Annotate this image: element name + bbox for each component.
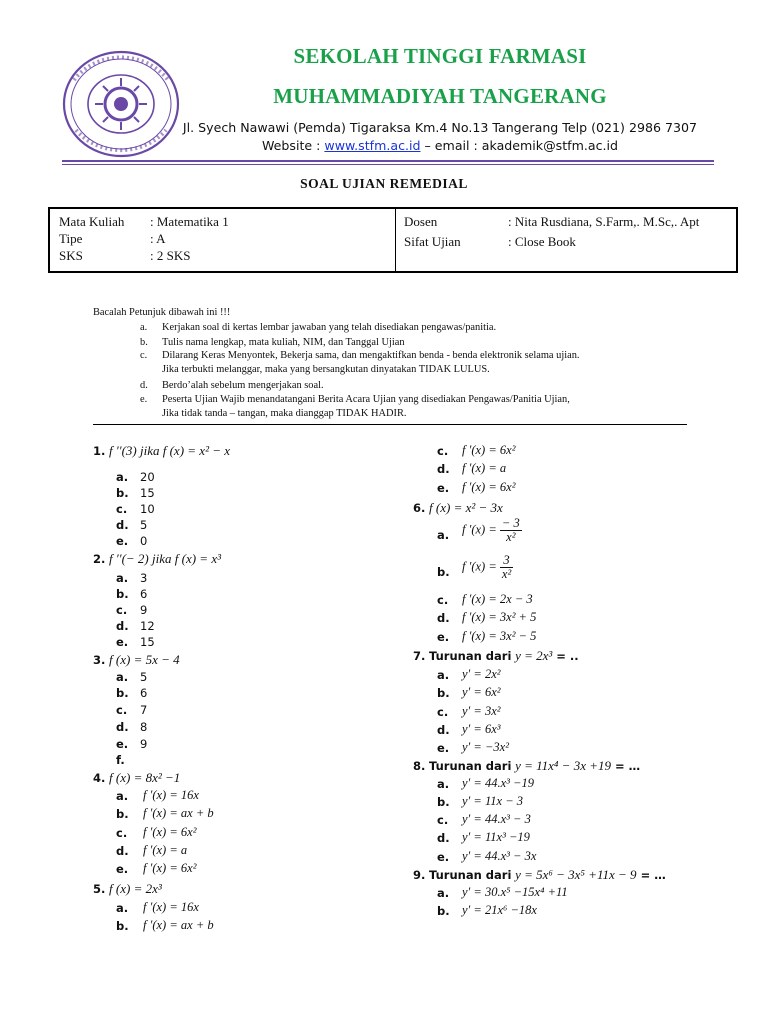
option-value: y′ = 44.x³ − 3	[462, 812, 531, 826]
option-letter: a.	[116, 571, 129, 585]
question-expression: f (x) = 2x³	[109, 881, 162, 896]
option-value: 6	[140, 686, 148, 700]
option-value: y′ = 3x²	[462, 704, 501, 718]
question-5	[93, 881, 162, 897]
option-value: f ′(x) = 16x	[143, 788, 199, 802]
header-divider	[62, 160, 714, 162]
option-letter: a.	[116, 470, 129, 484]
info-label: Dosen	[404, 214, 438, 229]
question-expression: f ′′(3) jika f (x) = x² − x	[109, 443, 231, 458]
fraction-numerator: 3	[500, 554, 513, 568]
school-name-line2: MUHAMMADIYAH TANGERANG	[273, 84, 607, 108]
question-number: 3.	[93, 653, 106, 667]
question-number: 9.	[413, 868, 426, 882]
option-letter: e.	[437, 741, 450, 755]
instruction-text: Tulis nama lengkap, mata kuliah, NIM, dan Tanggal Ujian	[162, 337, 405, 348]
option-value: f ′(x) = 16x	[143, 900, 199, 914]
info-label: Sifat Ujian	[404, 234, 461, 249]
question-number: 1.	[93, 444, 106, 458]
option-letter: c.	[437, 705, 449, 719]
option-letter: a.	[437, 777, 450, 791]
option-value: 9	[140, 603, 148, 617]
question-number: 5.	[93, 882, 106, 896]
question-4	[93, 770, 180, 786]
option-letter: c.	[437, 444, 449, 458]
option-letter: d.	[116, 518, 129, 532]
fraction-denominator: x²	[501, 567, 512, 582]
option-letter: a.	[116, 789, 129, 803]
question-3	[93, 652, 180, 668]
website-link[interactable]: www.stfm.ac.id	[324, 138, 421, 153]
option-letter: d.	[116, 720, 129, 734]
question-8	[413, 758, 640, 774]
fraction-numerator: − 3	[501, 516, 520, 530]
option-letter: d.	[437, 831, 450, 845]
option-value: f ′(x) = ax + b	[143, 806, 214, 820]
option-letter: f.	[116, 753, 125, 767]
option-letter: d.	[437, 611, 450, 625]
exam-title: SOAL UJIAN REMEDIAL	[300, 176, 468, 191]
option-letter: c.	[116, 603, 128, 617]
question-expression: f ′′(− 2) jika f (x) = x³	[109, 551, 221, 566]
option-letter: a.	[437, 668, 450, 682]
instruction-letter: b.	[140, 337, 148, 348]
instructions-intro: Bacalah Petunjuk dibawah ini !!!	[93, 307, 231, 318]
option-letter: b.	[116, 486, 129, 500]
option-letter: e.	[116, 737, 129, 751]
question-7	[413, 648, 579, 664]
fraction	[500, 517, 522, 544]
option-letter: b.	[116, 686, 129, 700]
option-value: 12	[140, 619, 155, 633]
option-value: y′ = −3x²	[462, 740, 509, 754]
instruction-text: Berdo’alah sebelum mengerjakan soal.	[162, 380, 324, 391]
option-lhs: f ′(x) =	[462, 522, 500, 537]
option-letter: b.	[437, 565, 450, 579]
option-value: y′ = 6x³	[462, 722, 501, 736]
option-value: f ′(x) = 6x²	[462, 480, 516, 494]
option-value: 5	[140, 518, 148, 532]
option-value: 15	[140, 486, 155, 500]
instruction-text: Kerjakan soal di kertas lembar jawaban yang telah disediakan pengawas/panitia.	[162, 322, 497, 333]
instruction-text: Peserta Ujian Wajib menandatangani Berita Acara Ujian yang disediakan Pengawas/Panitia Ujian,	[162, 394, 570, 405]
option-value: f ′(x) = a	[462, 461, 507, 475]
option-value: 0	[140, 534, 148, 548]
question-expression: y = 11x⁴ − 3x +19	[515, 758, 611, 773]
option-value: y′ = 21x⁶ −18x	[462, 903, 537, 917]
question-expression: f (x) = 5x − 4	[109, 652, 180, 667]
question-suffix: = …	[636, 868, 666, 882]
option-value: y′ = 11x − 3	[462, 794, 524, 808]
school-name-line1: SEKOLAH TINGGI FARMASI	[293, 44, 587, 68]
option-letter: c.	[116, 502, 128, 516]
info-value: : Matematika 1	[150, 214, 229, 229]
website-label: Website :	[261, 138, 325, 153]
option-value: y′ = 30.x⁵ −15x⁴ +11	[462, 885, 568, 899]
option-letter: e.	[437, 630, 450, 644]
option-value: 8	[140, 720, 148, 734]
option-letter: b.	[437, 795, 450, 809]
option-letter: b.	[116, 587, 129, 601]
question-number: 6.	[413, 501, 426, 515]
header-divider-thin	[62, 164, 714, 165]
question-label: Turunan dari	[429, 759, 512, 773]
option-letter: b.	[437, 904, 450, 918]
question-number: 4.	[93, 771, 106, 785]
option-value: y′ = 11x³ −19	[462, 830, 530, 844]
question-9	[413, 867, 666, 883]
option-value	[462, 517, 522, 544]
info-value: : A	[150, 231, 166, 246]
option-letter: c.	[116, 703, 128, 717]
question-expression: y = 2x³	[515, 648, 553, 663]
instruction-letter: e.	[140, 394, 148, 405]
option-value: f ′(x) = 3x² + 5	[462, 610, 537, 624]
contact-line	[180, 138, 700, 153]
question-expression: y = 5x⁶ − 3x⁵ +11x − 9	[515, 867, 637, 882]
info-label: Mata Kuliah	[59, 214, 125, 229]
option-letter: a.	[437, 528, 450, 542]
question-2	[93, 551, 221, 567]
fraction	[500, 554, 513, 581]
fraction-denominator: x²	[506, 530, 516, 545]
option-letter: c.	[437, 813, 449, 827]
option-value: 6	[140, 587, 148, 601]
question-label: Turunan dari	[429, 649, 512, 663]
option-value: 9	[140, 737, 148, 751]
option-letter: e.	[116, 635, 129, 649]
question-number: 2.	[93, 552, 106, 566]
option-letter: b.	[437, 686, 450, 700]
option-value: 7	[140, 703, 148, 717]
question-suffix: = ..	[552, 649, 579, 663]
option-letter: e.	[437, 481, 450, 495]
question-6	[413, 500, 503, 516]
exam-info-table	[48, 207, 738, 273]
question-label: Turunan dari	[429, 868, 512, 882]
info-value: : Nita Rusdiana, S.Farm,. M.Sc,. Apt	[508, 214, 700, 229]
option-value: 20	[140, 470, 155, 484]
option-lhs: f ′(x) =	[462, 559, 500, 574]
option-value: 3	[140, 571, 148, 585]
instructions-divider	[93, 424, 687, 425]
option-value: y′ = 6x²	[462, 685, 501, 699]
question-suffix: = …	[611, 759, 641, 773]
option-value	[462, 554, 513, 581]
question-expression: f (x) = 8x² −1	[109, 770, 181, 785]
instruction-text: Jika tidak tanda – tangan, maka dianggap TIDAK HADIR.	[162, 408, 407, 419]
info-label: Tipe	[59, 231, 83, 246]
info-label: SKS	[59, 248, 83, 263]
option-value: 10	[140, 502, 155, 516]
question-1	[93, 443, 230, 459]
option-value: 5	[140, 670, 148, 684]
option-value: f ′(x) = 6x²	[143, 825, 197, 839]
option-letter: e.	[116, 534, 129, 548]
option-letter: d.	[437, 723, 450, 737]
option-value: y′ = 44.x³ −19	[462, 776, 534, 790]
option-letter: e.	[116, 862, 129, 876]
option-value: 15	[140, 635, 155, 649]
instruction-text: Jika terbukti melanggar, maka yang bersangkutan dinyatakan TIDAK LULUS.	[162, 364, 490, 375]
option-letter: b.	[116, 919, 129, 933]
option-letter: e.	[437, 850, 450, 864]
info-value: : 2 SKS	[150, 248, 191, 263]
option-value: f ′(x) = 2x − 3	[462, 592, 533, 606]
question-expression: f (x) = x² − 3x	[429, 500, 503, 515]
option-value: f ′(x) = 3x² − 5	[462, 629, 537, 643]
instruction-letter: a.	[140, 322, 148, 333]
school-logo-seal	[62, 50, 180, 158]
option-letter: a.	[437, 886, 450, 900]
instruction-letter: c.	[140, 350, 148, 361]
option-letter: c.	[116, 826, 128, 840]
info-divider	[395, 209, 396, 271]
option-letter: a.	[116, 901, 129, 915]
school-address: Jl. Syech Nawawi (Pemda) Tigaraksa Km.4 No.13 Tangerang Telp (021) 2986 7307	[182, 120, 698, 135]
question-number: 7.	[413, 649, 426, 663]
info-value: : Close Book	[508, 234, 576, 249]
email-text: – email : akademik@stfm.ac.id	[420, 138, 619, 153]
option-letter: d.	[116, 844, 129, 858]
option-value: f ′(x) = 6x²	[143, 861, 197, 875]
option-value: y′ = 44.x³ − 3x	[462, 849, 537, 863]
option-value: y′ = 2x²	[462, 667, 501, 681]
option-letter: c.	[437, 593, 449, 607]
option-value: f ′(x) = a	[143, 843, 188, 857]
instruction-letter: d.	[140, 380, 148, 391]
option-letter: b.	[116, 807, 129, 821]
question-number: 8.	[413, 759, 426, 773]
option-letter: d.	[437, 462, 450, 476]
option-value: f ′(x) = 6x²	[462, 443, 516, 457]
option-value: f ′(x) = ax + b	[143, 918, 214, 932]
instruction-text: Dilarang Keras Menyontek, Bekerja sama, dan mengaktifkan benda - benda elektronik selama ujian.	[162, 350, 580, 361]
option-letter: d.	[116, 619, 129, 633]
option-letter: a.	[116, 670, 129, 684]
